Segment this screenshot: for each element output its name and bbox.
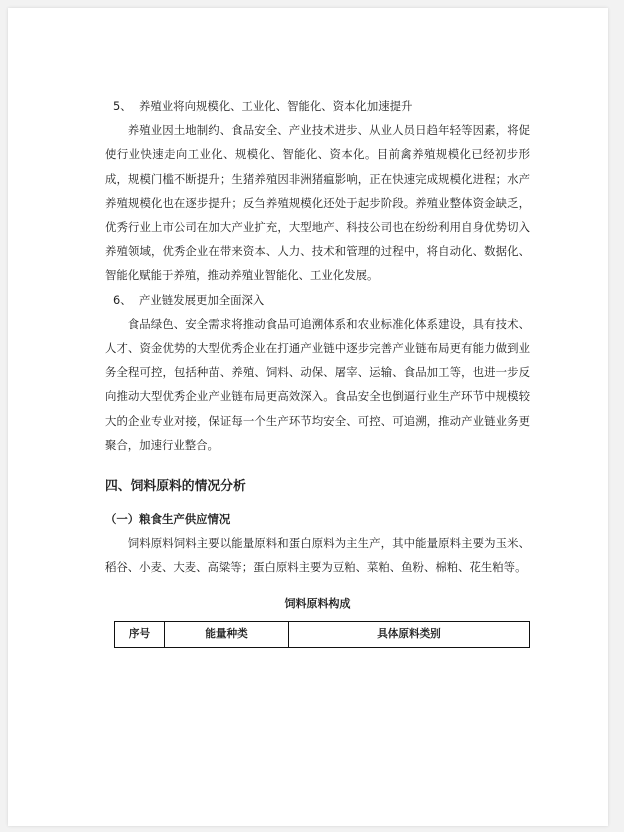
document-page bbox=[8, 8, 608, 826]
list-heading-text: 产业链发展更加全面深入 bbox=[139, 292, 265, 307]
paragraph-industry-chain: 食品绿色、安全需求将推动食品可追溯体系和农业标准化体系建设，具有技术、人才、资金优势的大型优秀企业在打通产业链中逐步完善产业链布局更有能力做到业务全程可控，包括种苗、养殖、饲料、动保、屠宰、运输、食品加工等，也进一步反向推动大型优秀企业产业链布局更高效深入。食品安全也倒逼行业生产环节中规模较大的企业专业对接，保证每一个生产环节均安全、可控、可追溯，推动产业链业务更聚合，加速行业整合。 bbox=[105, 316, 530, 452]
column-header-material-category: 具体原料类别 bbox=[289, 622, 530, 647]
subsection-title: （一）粮食生产供应情况 bbox=[105, 512, 231, 527]
paragraph-farming-industrialization: 养殖业因土地制约、食品安全、产业技术进步、从业人员日趋年轻等因素，将促使行业快速走向工业化、规模化、智能化、资本化。目前禽养殖规模化已经初步形成，规模门槛不断提升；生猪养殖因非洲猪瘟影响，正在快速完成规模化进程；水产养殖规模化也在逐步提升；反刍养殖规模化还处于起步阶段。养殖业整体资金缺乏，优秀行业上市公司在加大产业扩充，大型地产、科技公司也在纷纷利用自身优势切入养殖领域，优秀企业在带来资本、人力、技术和管理的过程中，将自动化、数据化、智能化赋能于养殖，推动养殖业智能化、工业化发展。 bbox=[105, 123, 530, 283]
list-heading-6 bbox=[105, 288, 530, 312]
paragraph-feed-materials: 饲料原料饲料主要以能量原料和蛋白原料为主生产，其中能量原料主要为玉米、稻谷、小麦、大麦、高粱等；蛋白原料主要为豆粕、菜粕、鱼粉、棉粕、花生粕等。 bbox=[105, 536, 530, 575]
list-heading-text: 养殖业将向规模化、工业化、智能化、资本化加速提升 bbox=[139, 99, 413, 113]
feed-materials-table bbox=[114, 621, 530, 647]
list-number: 6、 bbox=[113, 292, 132, 307]
table-caption: 饲料原料构成 bbox=[284, 597, 351, 611]
document-body bbox=[105, 94, 530, 648]
table-header-row bbox=[115, 622, 530, 647]
section-title: 四、饲料原料的情况分析 bbox=[105, 479, 246, 495]
column-header-energy-type: 能量种类 bbox=[165, 622, 289, 647]
column-header-index: 序号 bbox=[115, 622, 165, 647]
list-number: 5、 bbox=[113, 99, 132, 113]
list-heading-5 bbox=[105, 94, 530, 118]
